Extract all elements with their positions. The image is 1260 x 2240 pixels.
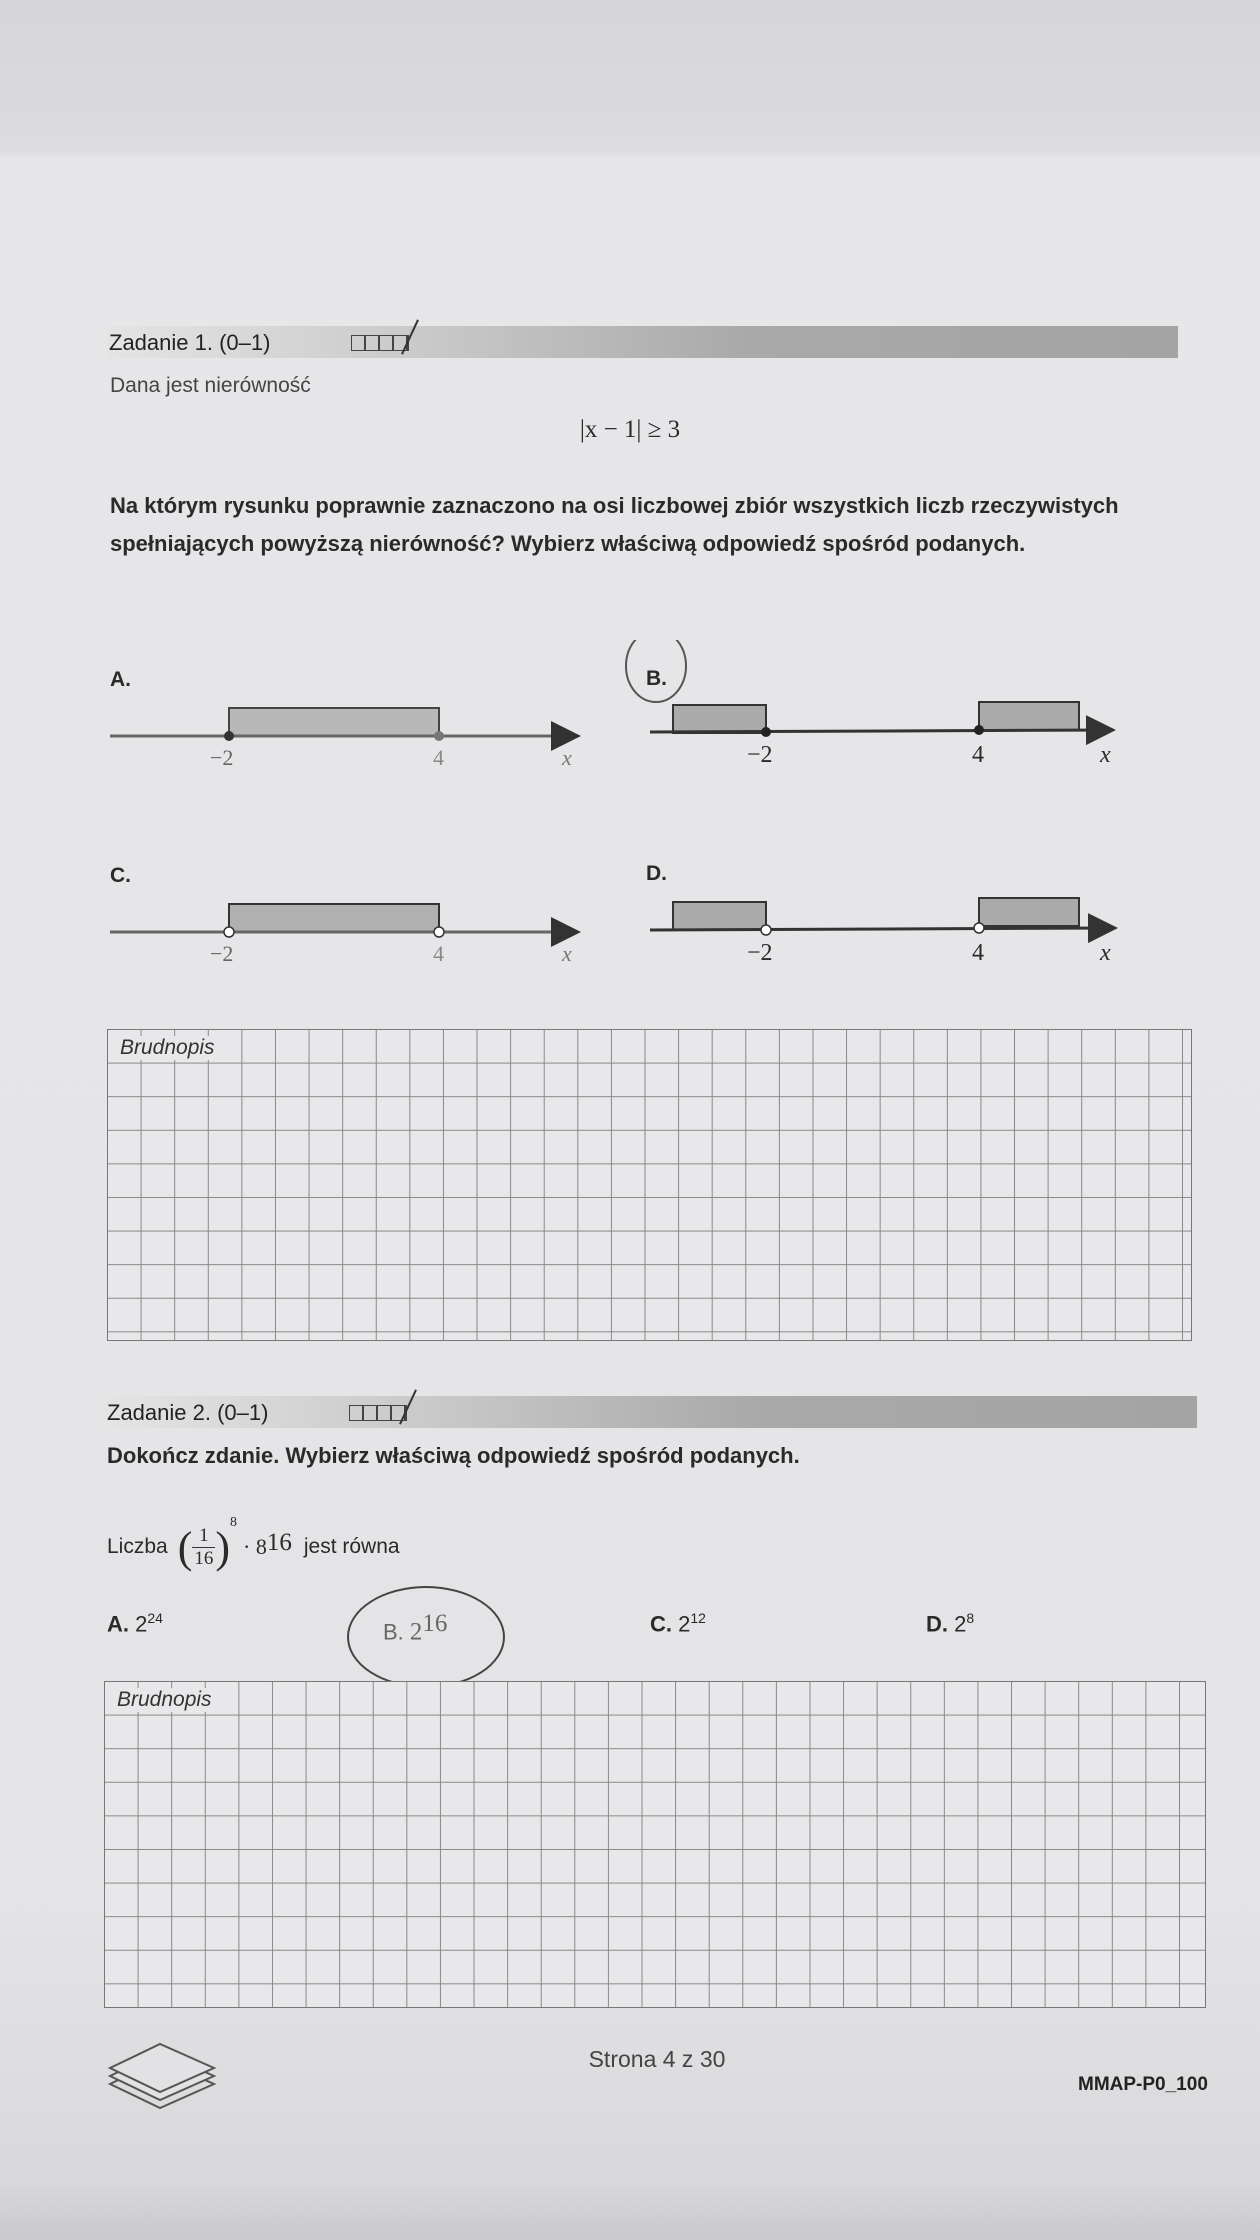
task1-title: Zadanie 1. (0–1): [109, 330, 271, 355]
score-boxes: [349, 1405, 407, 1421]
scratch-grid-1[interactable]: [107, 1029, 1192, 1341]
answer-c[interactable]: [650, 1610, 706, 1637]
answer-d[interactable]: [926, 1610, 974, 1637]
option-d-left: −2: [747, 940, 773, 966]
task1-intro: Dana jest nierówność: [110, 374, 311, 397]
option-c-diagram[interactable]: [110, 904, 575, 937]
option-a-label: A.: [110, 668, 131, 691]
fraction-numerator: 1: [199, 1524, 209, 1546]
number-line-options: [0, 640, 1260, 980]
scratch-label: Brudnopis: [120, 1036, 219, 1060]
fraction: [192, 1525, 215, 1570]
option-a-axis: x: [562, 745, 572, 770]
paren-open: (: [177, 1522, 193, 1572]
task1-inequality: |x − 1| ≥ 3: [579, 416, 681, 443]
option-c-left: −2: [210, 941, 234, 966]
answer-d-exp: 8: [966, 1610, 975, 1626]
task1-header: [107, 326, 1178, 358]
option-c-axis: x: [562, 941, 572, 966]
option-b-label: B.: [646, 667, 667, 690]
option-a-right: 4: [433, 745, 444, 770]
paren-close: ): [215, 1522, 231, 1572]
task2-stem: [107, 1515, 400, 1579]
task2-instruction: Dokończ zdanie. Wybierz właściwą odpowiedź spośród podanych.: [107, 1443, 800, 1468]
task1-question: Na którym rysunku poprawnie zaznaczono na osi liczbowej zbiór wszystkich liczb rzeczywistych spełniających powyższą nierówność? Wybierz właściwą odpowiedź spośród podanych.: [110, 493, 1119, 556]
answer-b-exp: 16: [422, 1610, 448, 1637]
option-b-left: −2: [747, 742, 773, 768]
answer-b-base: 2: [409, 1618, 423, 1646]
option-d-diagram[interactable]: [650, 898, 1112, 935]
option-d-label: D.: [646, 862, 667, 885]
stem-suffix: jest równa: [303, 1535, 400, 1558]
multiplier: · 8: [243, 1534, 267, 1559]
stem-prefix: Liczba: [107, 1535, 168, 1558]
task2-title: Zadanie 2. (0–1): [107, 1400, 269, 1425]
answer-a[interactable]: [107, 1610, 163, 1637]
option-a-left: −2: [210, 745, 234, 770]
option-b-right: 4: [972, 742, 984, 768]
answer-c-label: C.: [650, 1611, 672, 1637]
option-c-label: C.: [110, 864, 131, 887]
scratch-label: Brudnopis: [117, 1688, 216, 1712]
answer-a-label: A.: [107, 1611, 129, 1637]
fraction-denominator: 16: [194, 1547, 214, 1569]
task2-header: [105, 1396, 1197, 1428]
exam-code: MMAP-P0_100: [1078, 2074, 1208, 2095]
option-b-diagram[interactable]: [626, 640, 1110, 737]
fraction-exponent: 8: [230, 1515, 238, 1530]
option-a-diagram[interactable]: [110, 708, 575, 741]
multiplier-exponent: 16: [266, 1529, 292, 1556]
answer-b-label: B.: [383, 1619, 404, 1645]
option-d-right: 4: [972, 940, 984, 966]
answer-c-base: 2: [678, 1611, 691, 1637]
scratch-grid-2[interactable]: [104, 1681, 1206, 2008]
option-c-right: 4: [433, 941, 444, 966]
answer-d-label: D.: [926, 1611, 948, 1637]
answer-a-base: 2: [135, 1611, 148, 1637]
option-b-axis: x: [1100, 742, 1111, 768]
page-number: Strona 4 z 30: [588, 2046, 726, 2072]
answer-a-exp: 24: [147, 1610, 163, 1626]
answer-c-exp: 12: [690, 1610, 706, 1626]
answer-d-base: 2: [954, 1611, 967, 1637]
option-d-axis: x: [1100, 940, 1111, 966]
answer-circle-mark: [347, 1586, 505, 1688]
score-boxes: [351, 335, 409, 351]
